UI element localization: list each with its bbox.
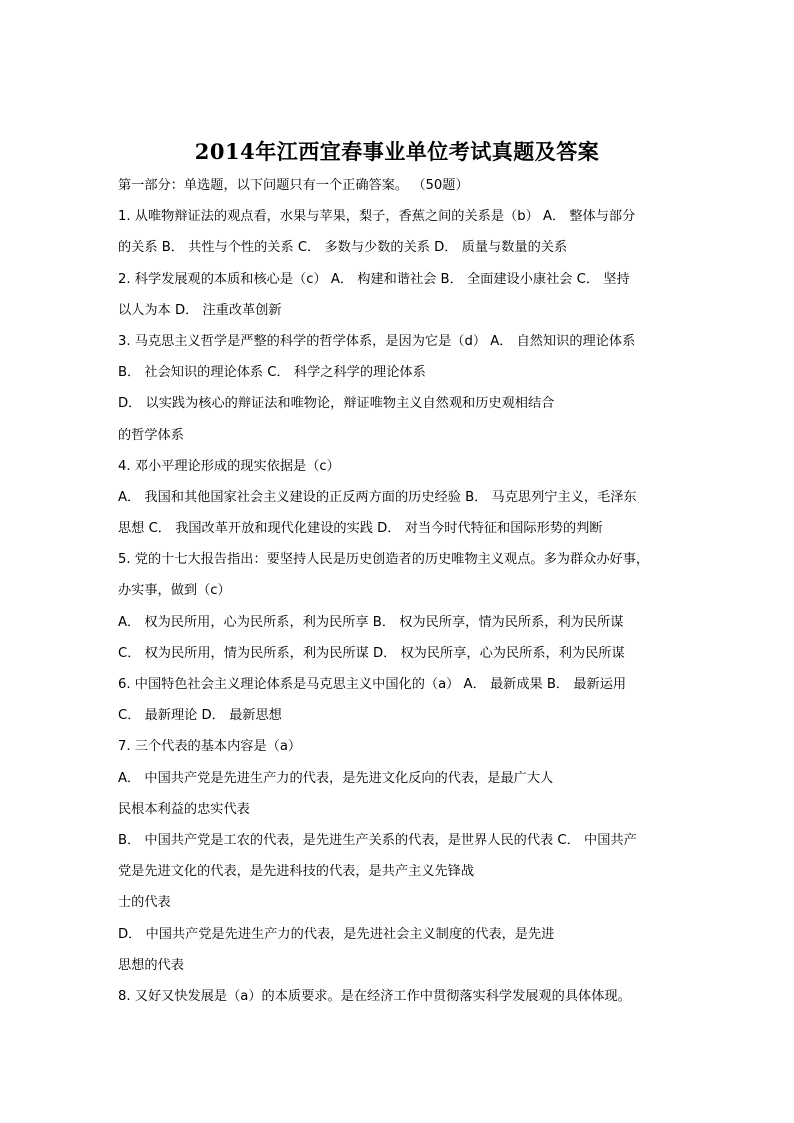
question-7-line-5: 党是先进文化的代表，是先进科技的代表，是共产主义先锋战 [118, 864, 475, 880]
question-3-line-3: D． 以实践为核心的辩证法和唯物论，辩证唯物主义自然观和历史观相结合 [118, 396, 555, 412]
document-body [118, 176, 688, 1018]
question-4-line-3: 思想 C． 我国改革开放和现代化建设的实践 D． 对当今时代特征和国际形势的判断 [118, 521, 603, 537]
question-3-line-1: 3. 马克思主义哲学是严整的科学的哲学体系，是因为它是（d） A． 自然知识的理论体系 [118, 333, 636, 349]
question-5-line-4: C． 权为民所用，情为民所系，利为民所谋 D． 权为民所享，心为民所系，利为民所谋 [118, 645, 625, 661]
question-8-line-1: 8. 又好又快发展是（a）的本质要求。是在经济工作中贯彻落实科学发展观的具体体现。 [118, 988, 631, 1004]
question-7-line-3: 民根本利益的忠实代表 [118, 801, 250, 817]
question-7-line-1: 7. 三个代表的基本内容是（a） [118, 739, 302, 755]
question-5-line-1: 5. 党的十七大报告指出：要坚持人民是历史创造者的历史唯物主义观点。多为群众办好事， [118, 552, 650, 568]
question-7-line-2: A． 中国共产党是先进生产力的代表，是先进文化反向的代表，是最广大人 [118, 770, 554, 786]
question-4-line-1: 4. 邓小平理论形成的现实依据是（c） [118, 458, 340, 474]
question-6-line-2: C． 最新理论 D． 最新思想 [118, 708, 282, 724]
question-1-line-2: 的关系 B． 共性与个性的关系 C． 多数与少数的关系 D． 质量与数量的关系 [118, 240, 568, 256]
question-5-line-3: A． 权为民所用，心为民所系，利为民所享 B． 权为民所享，情为民所系，利为民所谋 [118, 614, 624, 630]
question-6-line-1: 6. 中国特色社会主义理论体系是马克思主义中国化的（a） A． 最新成果 B． 最新运用 [118, 677, 627, 692]
section-heading: 第一部分：单选题，以下问题只有一个正确答案。 （50题） [118, 178, 469, 193]
question-4-line-2: A． 我国和其他国家社会主义建设的正反两方面的历史经验 B． 马克思列宁主义，毛泽东 [118, 489, 637, 505]
question-7-line-7: D． 中国共产党是先进生产力的代表，是先进社会主义制度的代表，是先进 [118, 926, 555, 942]
question-7-line-6: 士的代表 [118, 895, 171, 911]
question-1-line-1: 1. 从唯物辩证法的观点看，水果与苹果，梨子，香蕉之间的关系是（b） A． 整体与部分 [118, 209, 636, 225]
question-3-line-2: B． 社会知识的理论体系 C． 科学之科学的理论体系 [118, 365, 426, 381]
question-7-line-4: B． 中国共产党是工农的代表，是先进生产关系的代表，是世界人民的代表 C． 中国共产 [118, 832, 637, 848]
question-7-line-8: 思想的代表 [118, 957, 184, 973]
question-5-line-2: 办实事，做到（c） [118, 583, 231, 599]
question-3-line-4: 的哲学体系 [118, 427, 184, 443]
document-title: 2014年江西宜春事业单位考试真题及答案 [194, 139, 600, 164]
question-2-line-2: 以人为本 D． 注重改革创新 [118, 302, 282, 318]
question-2-line-1: 2. 科学发展观的本质和核心是（c） A． 构建和谐社会 B． 全面建设小康社会 C． 坚持 [118, 271, 630, 287]
